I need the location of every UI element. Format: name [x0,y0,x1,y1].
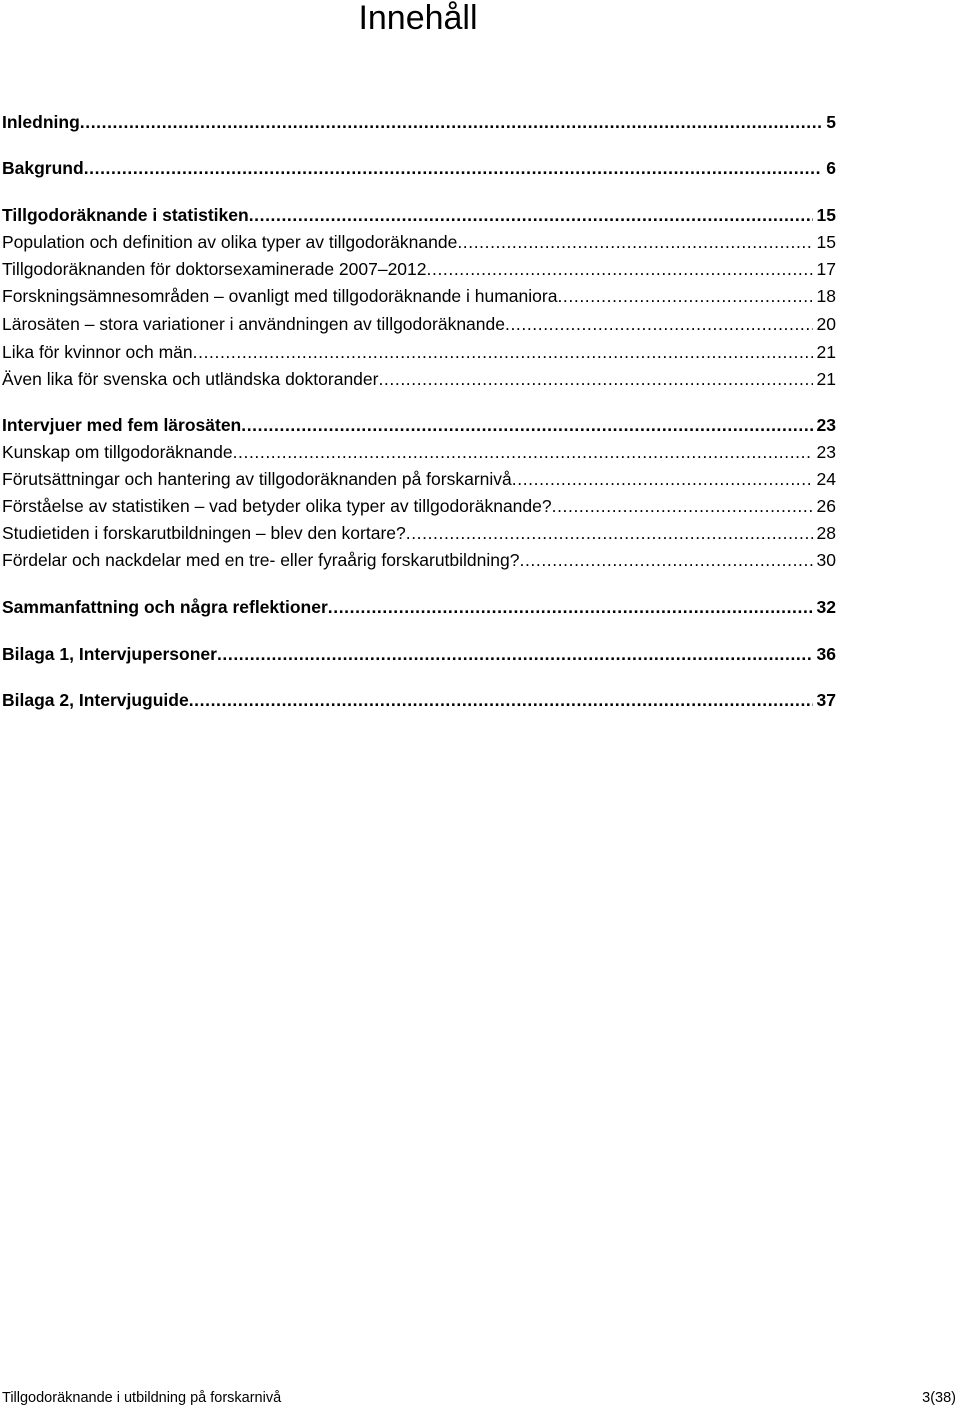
toc-dot-leader [505,312,813,336]
toc-entry-label: Bilaga 1, Intervjupersoner [2,644,217,664]
toc-entry-fordelar-och-nackdelar[interactable] [2,548,836,572]
toc-entry-label: Förståelse av statistiken – vad betyder olika typer av tillgodoräknande? [2,496,552,516]
toc-entry-label: Kunskap om tillgodoräknande [2,442,233,462]
footer-document-title: Tillgodoräknande i utbildning på forskarnivå [2,1390,282,1406]
toc-entry-tillgodoraknande-i-statistiken[interactable] [2,203,836,227]
toc-entry-page: 28 [816,523,836,543]
toc-dot-leader [233,440,813,464]
toc-entry-page: 20 [816,314,836,334]
toc-entry-label: Sammanfattning och några reflektioner [2,597,328,617]
toc-entry-label: Tillgodoräknande i statistiken [2,205,249,225]
toc-dot-leader [217,642,813,666]
toc-entry-page: 15 [816,205,836,225]
toc-entry-page: 32 [816,597,836,617]
toc-entry-bilaga-1[interactable] [2,642,836,666]
toc-dot-leader [512,467,813,491]
toc-entry-page: 36 [816,644,836,664]
toc-entry-label: Studietiden i forskarutbildningen – blev den kortare? [2,523,406,543]
toc-entry-kunskap[interactable] [2,440,836,464]
toc-entry-label: Population och definition av olika typer av tillgodoräknande [2,232,458,252]
toc-dot-leader [328,595,813,619]
toc-entry-page: 23 [816,442,836,462]
toc-dot-leader [552,494,813,518]
toc-dot-leader [249,203,813,227]
toc-entry-page: 6 [826,158,836,178]
toc-entry-label: Förutsättningar och hantering av tillgodoräknanden på forskarnivå [2,469,512,489]
toc-entry-page: 18 [816,286,836,306]
toc-entry-svenska-och-utlandska[interactable] [2,367,836,391]
toc-entry-sammanfattning[interactable] [2,595,836,619]
toc-entry-page: 23 [816,415,836,435]
toc-entry-page: 37 [816,690,836,710]
toc-dot-leader [557,284,812,308]
toc-entry-label: Forskningsämnesområden – ovanligt med tillgodoräknande i humaniora [2,286,558,306]
toc-entry-forutsattningar[interactable] [2,467,836,491]
toc-dot-leader [84,156,823,180]
toc-dot-leader [80,110,822,134]
toc-entry-larosaten[interactable] [2,312,836,336]
toc-entry-label: Tillgodoräknanden för doktorsexaminerade 2007–2012 [2,259,427,279]
toc-entry-page: 21 [816,342,836,362]
footer-page-number: 3(38) [922,1390,956,1406]
toc-dot-leader [378,367,812,391]
toc-entry-page: 5 [826,112,836,132]
toc-entry-studietiden[interactable] [2,521,836,545]
toc-entry-page: 21 [816,369,836,389]
toc-dot-leader [193,340,813,364]
toc-entry-forskningsamnesomraden[interactable] [2,284,836,308]
toc-entry-page: 30 [816,550,836,570]
page-title: Innehåll [358,0,478,37]
toc-entry-label: Lärosäten – stora variationer i användningen av tillgodoräknande [2,314,505,334]
toc-entry-doktorsexaminerade[interactable] [2,257,836,281]
toc-dot-leader [189,688,813,712]
toc-entry-forstaelse[interactable] [2,494,836,518]
page-footer [2,1388,956,1408]
toc-entry-label: Bilaga 2, Intervjuguide [2,690,189,710]
toc-entry-page: 15 [816,232,836,252]
toc-entry-bakgrund[interactable] [2,156,836,180]
toc-dot-leader [519,548,812,572]
toc-dot-leader [427,257,813,281]
toc-entry-page: 26 [816,496,836,516]
toc-entry-population[interactable] [2,230,836,254]
toc-entry-bilaga-2[interactable] [2,688,836,712]
toc-dot-leader [241,413,812,437]
toc-entry-label: Lika för kvinnor och män [2,342,193,362]
toc-entry-page: 17 [816,259,836,279]
toc-entry-kvinnor-och-man[interactable] [2,340,836,364]
toc-dot-leader [457,230,812,254]
toc-entry-page: 24 [816,469,836,489]
toc-entry-inledning[interactable] [2,110,836,134]
toc-entry-intervjuer[interactable] [2,413,836,437]
toc-entry-label: Bakgrund [2,158,84,178]
toc-dot-leader [406,521,813,545]
toc-entry-label: Även lika för svenska och utländska doktorander [2,369,379,389]
toc-entry-label: Inledning [2,112,80,132]
toc-entry-label: Intervjuer med fem lärosäten [2,415,242,435]
toc-entry-label: Fördelar och nackdelar med en tre- eller fyraårig forskarutbildning? [2,550,520,570]
